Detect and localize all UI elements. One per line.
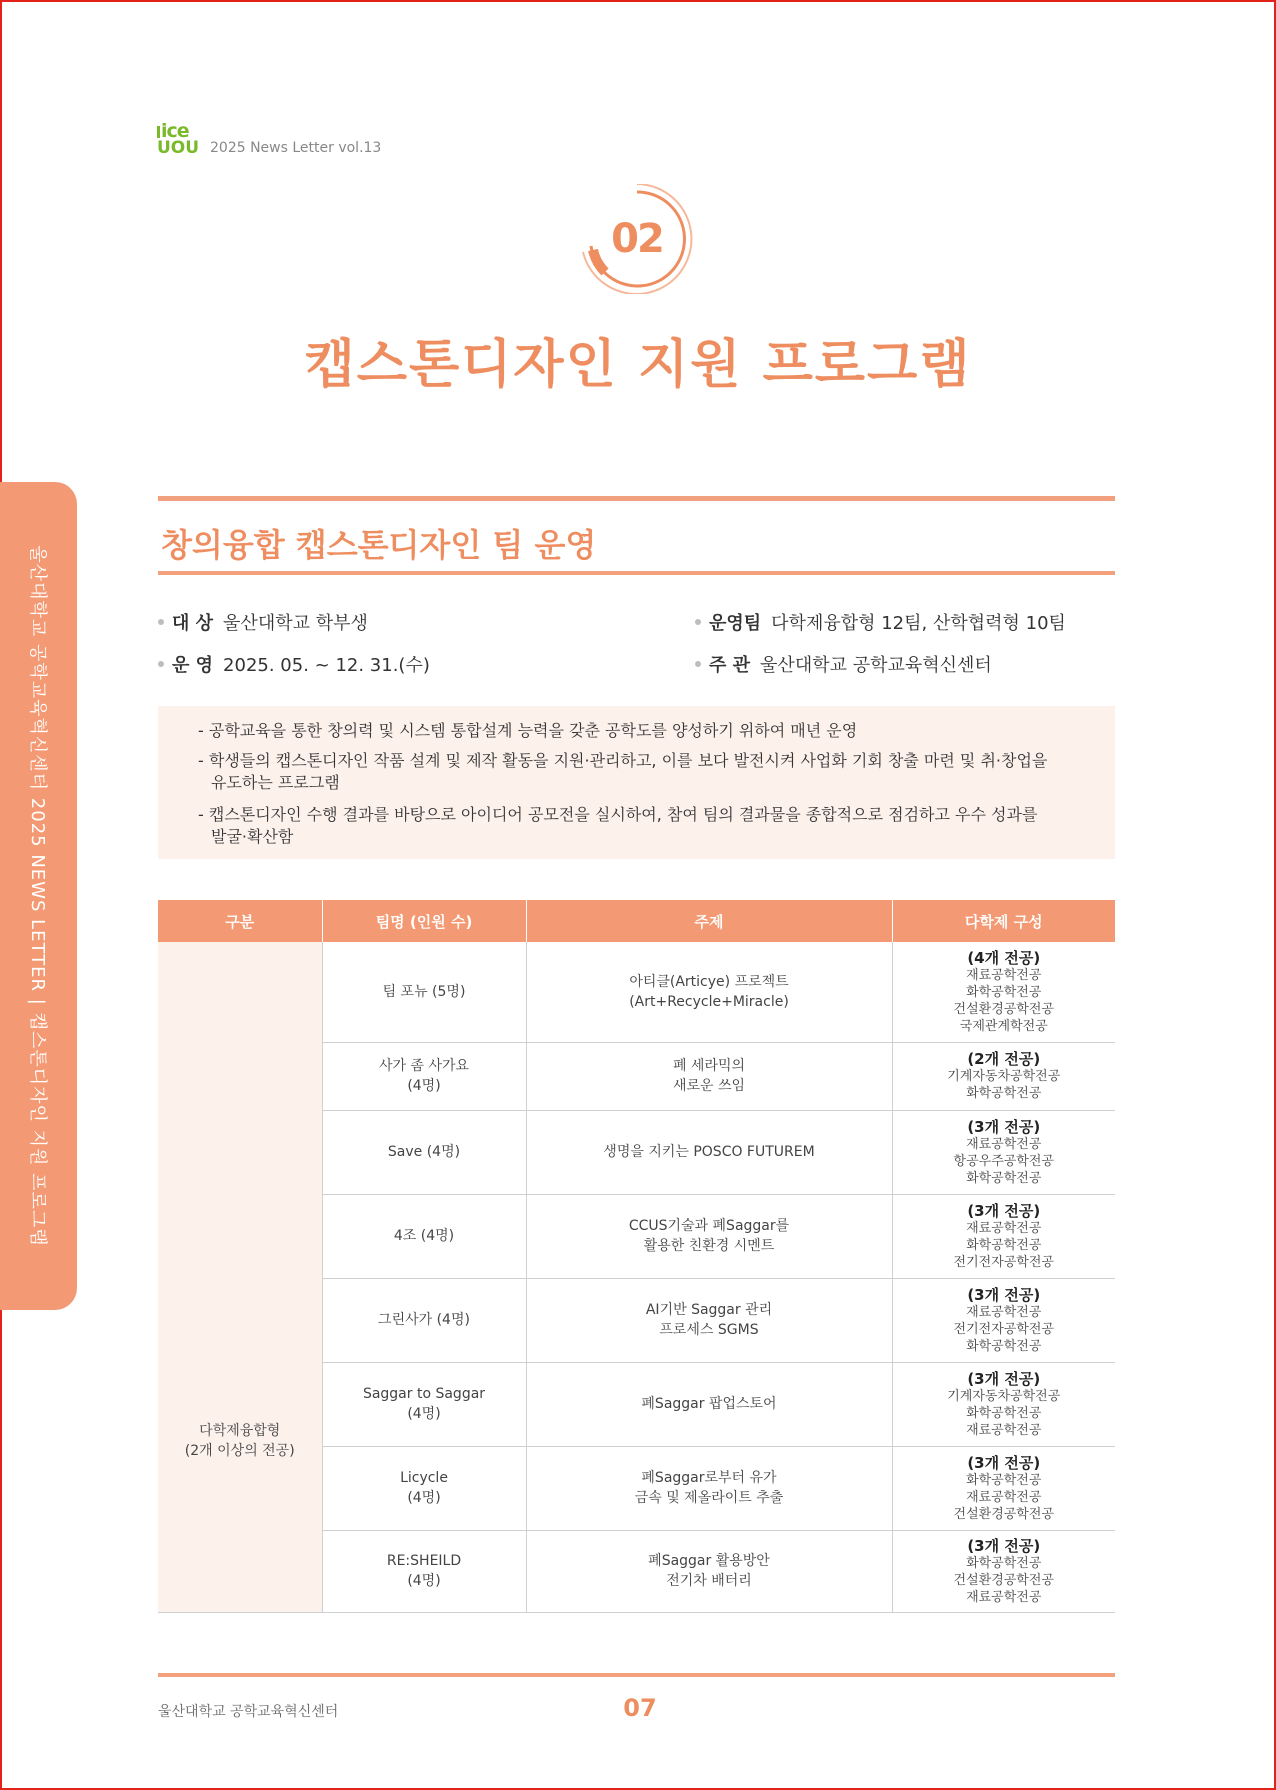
info-target xyxy=(158,609,368,635)
topic-cell xyxy=(526,1362,892,1446)
bullet-icon xyxy=(695,619,701,625)
major-name: 항공우주공학전공 xyxy=(953,1153,1054,1169)
topic-line: 폐Saggar 팝업스토어 xyxy=(641,1396,777,1412)
logo-text-top: ice xyxy=(161,120,189,142)
major-count: (3개 전공) xyxy=(967,1285,1041,1304)
team-size: (4명) xyxy=(407,1406,441,1422)
page-number: 07 xyxy=(623,1694,657,1722)
team-cell xyxy=(322,1362,526,1446)
team-name: Saggar to Saggar xyxy=(362,1386,486,1402)
topic-cell xyxy=(526,1530,892,1612)
side-tab-text: 울산대학교 공학교육혁신센터 2025 NEWS LETTER | 캡스톤디자인 지원 프로그램 xyxy=(26,545,48,1247)
major-name: 기계자동차공학전공 xyxy=(947,1069,1061,1084)
side-tab xyxy=(0,482,77,1310)
team-size: (4명) xyxy=(407,1078,441,1094)
subsection-title: 창의융합 캡스톤디자인 팀 운영 xyxy=(161,526,597,564)
majors-cell xyxy=(892,1110,1115,1194)
team-name: Save (4명) xyxy=(387,1144,461,1160)
team-size: (4명) xyxy=(407,1573,441,1589)
major-name: 화학공학전공 xyxy=(966,1555,1042,1571)
team-name: 팀 포뉴 (5명) xyxy=(382,983,466,1000)
footer-rule xyxy=(158,1673,1115,1677)
major-name: 건설환경공학전공 xyxy=(953,1001,1054,1017)
major-count: (3개 전공) xyxy=(967,1117,1041,1136)
majors-cell xyxy=(892,1278,1115,1362)
info-host xyxy=(695,651,992,677)
topic-cell xyxy=(526,1278,892,1362)
description-line: - 캡스톤디자인 수행 결과를 바탕으로 아이디어 공모전을 실시하여, 참여 팀의 결과물을 종합적으로 점검하고 우수 성과를 xyxy=(198,805,1038,824)
description-line: 발굴·확산함 xyxy=(211,827,294,846)
table-header-cell: 팀명 (인원 수) xyxy=(322,900,526,942)
info-period xyxy=(158,651,430,677)
major-name: 국제관계학전공 xyxy=(959,1018,1048,1034)
description-box xyxy=(158,706,1115,859)
topic-cell xyxy=(526,1042,892,1110)
major-count: (3개 전공) xyxy=(967,1453,1041,1472)
major-name: 화학공학전공 xyxy=(966,1472,1042,1488)
logo-text-bottom: UOU xyxy=(157,138,200,158)
description-line: 유도하는 프로그램 xyxy=(211,773,340,792)
team-name: 4조 (4명) xyxy=(393,1228,455,1244)
major-name: 화학공학전공 xyxy=(966,984,1042,1000)
subsection-top-rule xyxy=(158,496,1115,501)
info-value: 다학제융합형 12팀, 산학협력형 10팀 xyxy=(771,613,1066,634)
topic-cell xyxy=(526,942,892,1042)
topic-line: 새로운 쓰임 xyxy=(672,1078,746,1094)
topic-line: 폐Saggar로부터 유가 xyxy=(641,1470,777,1486)
topic-line: 생명을 지키는 POSCO FUTUREM xyxy=(603,1144,815,1160)
major-name: 건설환경공학전공 xyxy=(953,1572,1054,1588)
description-line: - 학생들의 캡스톤디자인 작품 설계 및 제작 활동을 지원·관리하고, 이를 보다 발전시켜 사업화 기회 창출 마련 및 취·창업을 xyxy=(198,751,1048,770)
team-cell xyxy=(322,942,526,1042)
topic-line: 프로세스 SGMS xyxy=(659,1322,759,1338)
topic-line: 폐 세라믹의 xyxy=(672,1058,746,1074)
team-cell xyxy=(322,1530,526,1612)
info-label: 대 상 xyxy=(172,613,214,634)
info-label: 운영팀 xyxy=(709,613,762,634)
topic-line: 활용한 친환경 시멘트 xyxy=(643,1238,775,1254)
bullet-icon xyxy=(695,661,701,667)
topic-line: 폐Saggar 활용방안 xyxy=(648,1553,770,1569)
major-name: 화학공학전공 xyxy=(966,1237,1042,1253)
logo-bar xyxy=(157,126,160,138)
team-size: (4명) xyxy=(407,1490,441,1506)
team-cell xyxy=(322,1278,526,1362)
major-name: 재료공학전공 xyxy=(966,1422,1042,1438)
major-count: (3개 전공) xyxy=(967,1536,1041,1555)
team-cell xyxy=(322,1446,526,1530)
major-count: (3개 전공) xyxy=(967,1201,1041,1220)
logo xyxy=(157,120,200,158)
major-count: (3개 전공) xyxy=(967,1369,1041,1388)
majors-cell xyxy=(892,1530,1115,1612)
info-value: 2025. 05. ~ 12. 31.(수) xyxy=(223,655,430,676)
bullet-icon xyxy=(158,661,164,667)
section-number-badge xyxy=(579,184,695,294)
info-value: 울산대학교 공학교육혁신센터 xyxy=(760,655,992,676)
newsletter-title: 2025 News Letter vol.13 xyxy=(210,140,382,156)
majors-cell xyxy=(892,1042,1115,1110)
major-name: 전기전자공학전공 xyxy=(953,1254,1054,1270)
major-count: (4개 전공) xyxy=(967,948,1041,967)
majors-cell xyxy=(892,1362,1115,1446)
table-header-cell: 주제 xyxy=(526,900,892,942)
table-header-cell: 다학제 구성 xyxy=(892,900,1115,942)
team-name: 사가 좀 사가요 xyxy=(378,1058,470,1074)
category-cell xyxy=(158,942,322,1612)
info-label: 운 영 xyxy=(172,655,214,676)
major-name: 건설환경공학전공 xyxy=(953,1506,1054,1522)
topic-line: AI기반 Saggar 관리 xyxy=(645,1302,773,1318)
teams-table xyxy=(158,900,1115,1613)
info-teams xyxy=(695,609,1066,635)
topic-cell xyxy=(526,1446,892,1530)
majors-cell xyxy=(892,1194,1115,1278)
major-name: 재료공학전공 xyxy=(966,1220,1042,1236)
majors-cell xyxy=(892,942,1115,1042)
topic-line: CCUS기술과 폐Saggar를 xyxy=(628,1218,790,1234)
major-name: 재료공학전공 xyxy=(966,1304,1042,1320)
major-name: 화학공학전공 xyxy=(966,1086,1042,1101)
topic-cell xyxy=(526,1110,892,1194)
category-line: 다학제융합형 xyxy=(199,1423,281,1440)
major-name: 화학공학전공 xyxy=(966,1170,1042,1186)
category-line: (2개 이상의 전공) xyxy=(184,1443,295,1460)
table-header-cell: 구분 xyxy=(158,900,322,942)
topic-line: 전기차 배터리 xyxy=(666,1573,752,1589)
bullet-icon xyxy=(158,619,164,625)
team-name: RE:SHEILD xyxy=(386,1553,462,1569)
major-name: 재료공학전공 xyxy=(966,1589,1042,1605)
topic-cell xyxy=(526,1194,892,1278)
topic-line: (Art+Recycle+Miracle) xyxy=(629,993,789,1010)
major-name: 재료공학전공 xyxy=(966,967,1042,983)
page-title: 캡스톤디자인 지원 프로그램 xyxy=(304,335,972,395)
info-value: 울산대학교 학부생 xyxy=(223,613,368,634)
table-header-row xyxy=(158,900,1115,942)
team-cell xyxy=(322,1110,526,1194)
topic-line: 아티클(Articye) 프로젝트 xyxy=(629,973,789,990)
team-cell xyxy=(322,1042,526,1110)
table-row xyxy=(158,942,1115,1042)
team-name: Licycle xyxy=(400,1470,448,1486)
major-name: 화학공학전공 xyxy=(966,1405,1042,1421)
footer-org: 울산대학교 공학교육혁신센터 xyxy=(158,1704,339,1720)
major-name: 전기전자공학전공 xyxy=(953,1321,1054,1337)
topic-line: 금속 및 제올라이트 추출 xyxy=(634,1490,784,1506)
major-name: 재료공학전공 xyxy=(966,1136,1042,1152)
major-name: 화학공학전공 xyxy=(966,1338,1042,1354)
majors-cell xyxy=(892,1446,1115,1530)
info-label: 주 관 xyxy=(709,655,751,676)
subsection-bottom-rule xyxy=(158,571,1115,575)
major-name: 기계자동차공학전공 xyxy=(947,1388,1061,1404)
team-cell xyxy=(322,1194,526,1278)
major-count: (2개 전공) xyxy=(967,1050,1041,1068)
description-line: - 공학교육을 통한 창의력 및 시스템 통합설계 능력을 갖춘 공학도를 양성하기 위하여 매년 운영 xyxy=(198,721,858,740)
section-number: 02 xyxy=(611,216,663,262)
team-name: 그린사가 (4명) xyxy=(378,1312,470,1328)
major-name: 재료공학전공 xyxy=(966,1489,1042,1505)
